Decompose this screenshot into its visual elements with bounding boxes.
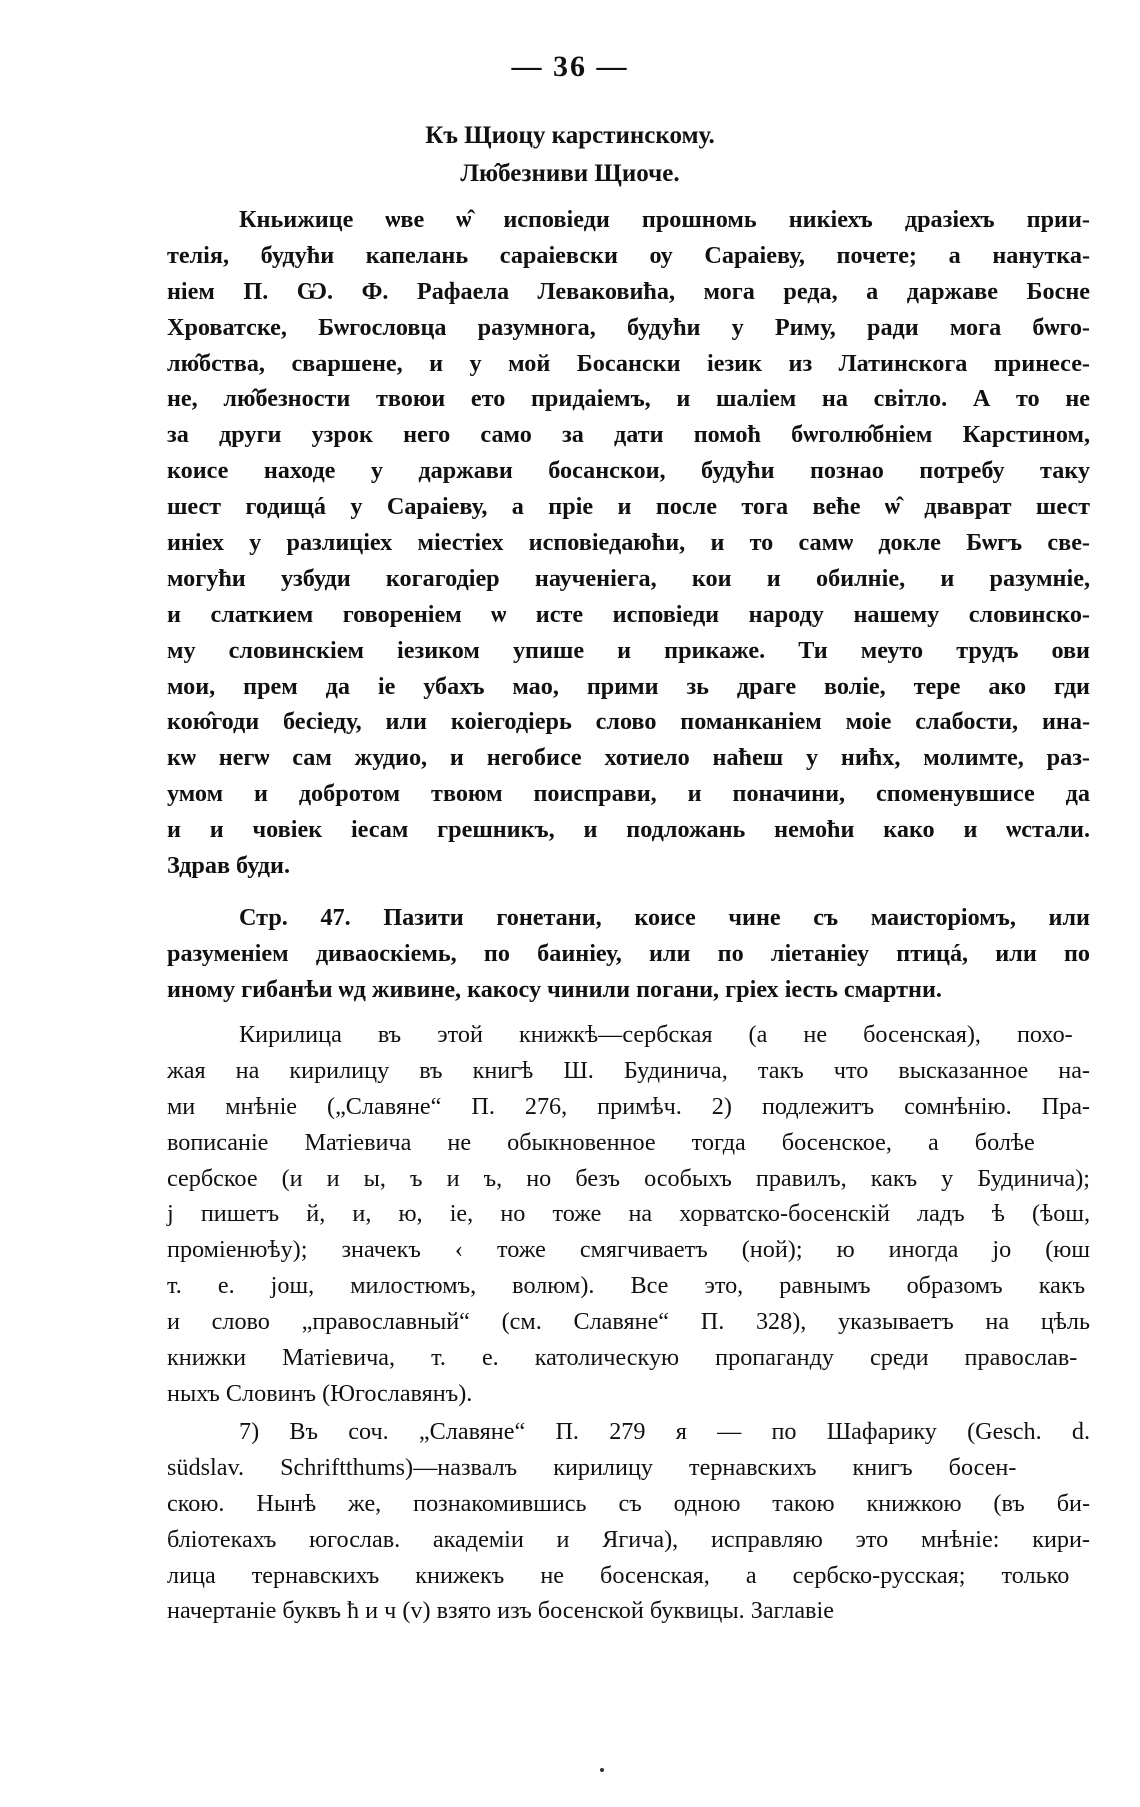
text-line: за други узрок него само за дати помоħ бѡголю̂бніем Карстином, bbox=[167, 421, 1090, 449]
text-line: ј пишетъ й, и, ю, іе, но тоже на хорватско-босенскій ладъ ѣ (ѣош, bbox=[167, 1200, 1090, 1228]
text-line: могуħи узбуди когагодіер наученіега, кои и обилніе, и разумніе, bbox=[167, 564, 1090, 592]
text-line: умом и добротом твоюм поисправи, и поначини, споменувшисе да bbox=[167, 780, 1090, 808]
text-line: жая на кирилицу въ книгѣ Ш. Будинича, такъ что высказанное на- bbox=[167, 1056, 1090, 1084]
letter-salutation: Лю̂безниви Щиоче. bbox=[460, 160, 680, 187]
text-line: сербское (и и ы, ъ и ъ, но безъ особыхъ правилъ, какъ у Будинича); bbox=[167, 1164, 1090, 1192]
text-line: бліотекахъ югослав. академіи и Ягича), исправляю это мнѣніе: кири- bbox=[167, 1525, 1090, 1553]
text-line: коисе находе у даржави босанскои, будуħи познао потребу таку bbox=[167, 457, 1090, 485]
text-line: 7) Въ соч. „Славяне“ П. 279 я — по Шафарику (Gesch. d. bbox=[239, 1418, 1090, 1445]
text-line: ныхъ Словинъ (Югославянъ). bbox=[167, 1379, 473, 1407]
commentary-text bbox=[167, 1017, 1090, 1412]
text-line: проміенюѣу); значекъ ‹ тоже смягчиваетъ (ной); ю иногда јо (юш bbox=[167, 1236, 1090, 1264]
text-line: телія, будуħи капелань сараіевски оу Сараіеву, почете; а нанутка- bbox=[167, 241, 1090, 269]
text-line: кою̂годи бесіеду, или коіегодіерь слово поманканіем моіе слабости, инa- bbox=[167, 708, 1090, 736]
letter-heading: Къ Щиоцу карстинскому. bbox=[425, 122, 715, 149]
text-line: и слово „православный“ (см. Славяне“ П. 328), указываетъ на цѣль bbox=[167, 1308, 1090, 1336]
text-line: книжки Матіевича, т. е. католическую пропаганду среди православ- bbox=[167, 1344, 1078, 1372]
text-line: начертаніе буквъ ħ и ч (v) взято изъ босенской буквицы. Заглавіе bbox=[167, 1597, 834, 1625]
text-line: ми мнѣніе („Славяне“ П. 276, примѣч. 2) подлежитъ сомнѣнію. Пра- bbox=[167, 1092, 1090, 1120]
text-line: кѡ негѡ сам жудио, и негобисе хотиело наħеш у ниħх, молимте, раз- bbox=[167, 744, 1090, 772]
page-note-text bbox=[167, 900, 1090, 1008]
text-line: иному гибанѣи ѡд живине, какосу чинили погани, гріех іесть смартни. bbox=[167, 975, 942, 1003]
text-line: и и човіек іесам грешникъ, и подложань немоħи како и ѡстали. bbox=[167, 816, 1090, 844]
text-line: Хроватске, Бѡгословца разумнога, будуħи у Риму, ради мога бѡго- bbox=[167, 313, 1090, 341]
text-line: südslav. Schriftthums)—назвалъ кирилицу тернавскихъ книгъ босен- bbox=[167, 1453, 1017, 1481]
text-line: Кирилица въ этой книжкѣ—сербская (а не босенская), похо- bbox=[239, 1021, 1073, 1048]
text-line: Кньижице ѡве ѡ̂ исповіеди прошномь никіехъ дразіехъ прии- bbox=[239, 206, 1090, 233]
text-line: Здрав буди. bbox=[167, 852, 291, 880]
text-line: т. е. још, милостюмъ, волюм). Все это, равнымъ образомъ какъ bbox=[167, 1272, 1086, 1300]
text-line: иніех у разлиціех міестіех исповіедаюħи, и то самѡ докле Бѡгъ све- bbox=[167, 529, 1090, 557]
text-line: Стр. 47. Пазити гонетани, коисе чине съ маисторіомъ, или bbox=[239, 904, 1090, 931]
text-line: разуменіем диваоскіемь, по баиніеу, или по ліетаніеу птицá, или по bbox=[167, 939, 1090, 967]
text-line: ніем П. Ѡ. Ф. Рафаела Леваковиħа, мога реда, а даржаве Босне bbox=[167, 277, 1090, 305]
text-line: му словинскіем іезиком упише и прикаже. Ти меуто трудъ ови bbox=[167, 636, 1090, 664]
page-number: — 36 — bbox=[511, 50, 629, 83]
text-line: лица тернавскихъ книжекъ не босенская, а сербско-русская; только bbox=[167, 1561, 1070, 1589]
text-line: скою. Нынѣ же, познакомившись съ одною такою книжкою (въ би- bbox=[167, 1489, 1090, 1517]
text-line: шест годищá у Сараіеву, а пріе и после тога веħе ѡ̂ дваврат шест bbox=[167, 493, 1090, 521]
page-speck bbox=[600, 1768, 604, 1772]
text-line: мои, прем да іе убахъ мао, прими зь драге воліе, тере ако гди bbox=[167, 672, 1090, 700]
text-line: и слаткием говореніем ѡ исте исповіеди народу нашему словинско- bbox=[167, 600, 1090, 628]
letter-text bbox=[167, 202, 1090, 884]
text-line: не, лю̂безности твоюи ето придаіемъ, и шаліем на світло. А то не bbox=[167, 385, 1090, 413]
text-line: лю̂бства, сваршене, и у мой Босански іезик из Латинскога принесе- bbox=[167, 349, 1090, 377]
text-line: вописаніе Матіевича не обыкновенное тогда босенское, а болѣе bbox=[167, 1128, 1035, 1156]
footnote-text bbox=[167, 1414, 1090, 1629]
